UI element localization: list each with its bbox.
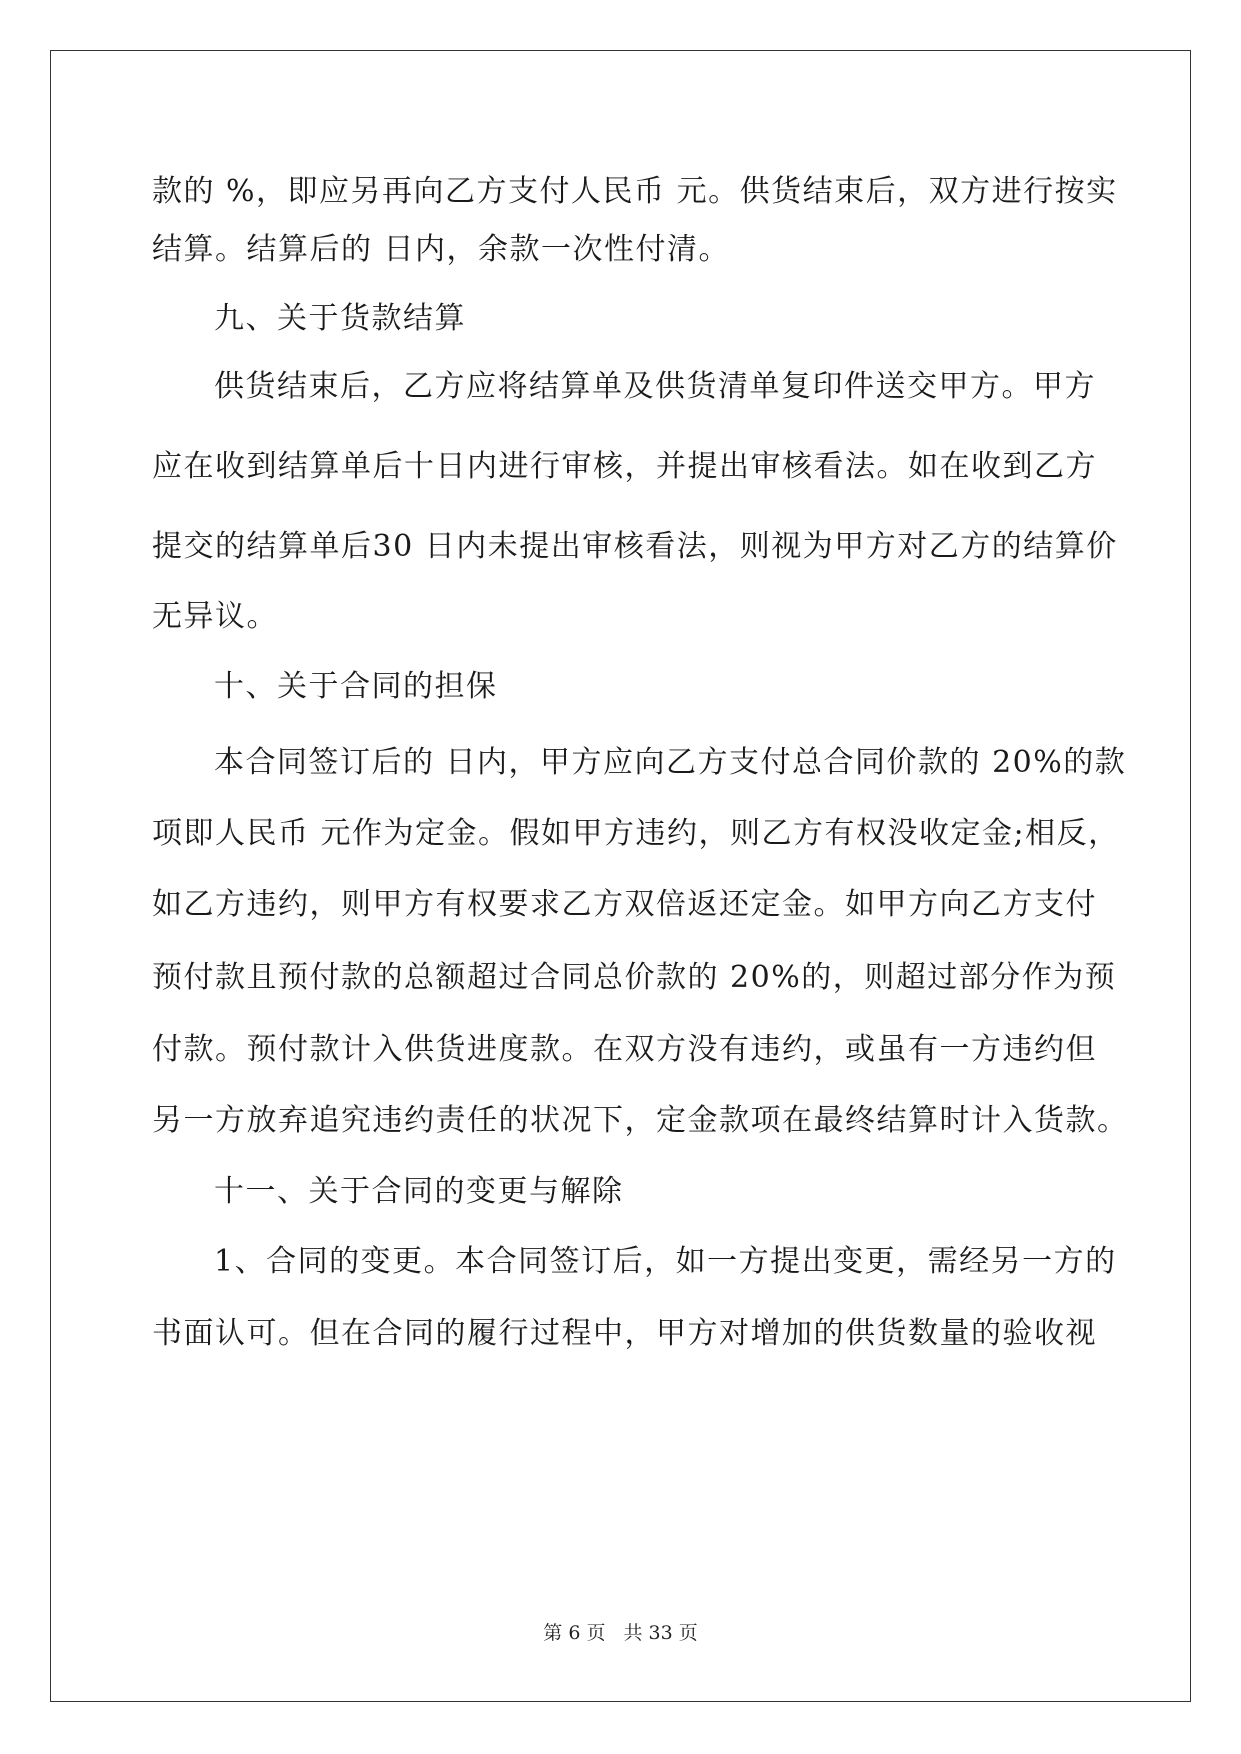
text-line: 提交的结算单后30 日内未提出审核看法，则视为甲方对乙方的结算价 (152, 529, 1118, 564)
text-line: 预付款且预付款的总额超过合同总价款的 20%的，则超过部分作为预 (152, 960, 1117, 995)
section-heading-10: 十、关于合同的担保 (214, 669, 498, 704)
text-line: 结算。结算后的 日内，余款一次性付清。 (152, 232, 731, 267)
text-line: 款的 %，即应另再向乙方支付人民币 元。供货结束后，双方进行按实 (152, 174, 1118, 209)
text-line: 无异议。 (152, 599, 278, 634)
text-line: 本合同签订后的 日内，甲方应向乙方支付总合同价款的 20%的款 (214, 745, 1127, 780)
page-number: 第 6 页 (543, 1622, 606, 1644)
text-line: 应在收到结算单后十日内进行审核，并提出审核看法。如在收到乙方 (152, 449, 1097, 484)
text-line: 如乙方违约，则甲方有权要求乙方双倍返还定金。如甲方向乙方支付 (152, 887, 1097, 922)
text-line: 1、合同的变更。本合同签订后，如一方提出变更，需经另一方的 (214, 1244, 1117, 1279)
text-line: 付款。预付款计入供货进度款。在双方没有违约，或虽有一方违约但 (152, 1032, 1097, 1067)
page-footer (0, 1621, 1241, 1645)
page-border (50, 50, 1191, 1702)
text-line: 书面认可。但在合同的履行过程中，甲方对增加的供货数量的验收视 (152, 1316, 1097, 1351)
text-line: 供货结束后，乙方应将结算单及供货清单复印件送交甲方。甲方 (214, 369, 1096, 404)
text-line: 项即人民币 元作为定金。假如甲方违约，则乙方有权没收定金;相反， (152, 816, 1120, 851)
section-heading-11: 十一、关于合同的变更与解除 (214, 1174, 624, 1209)
section-heading-9: 九、关于货款结算 (214, 301, 466, 336)
page-total: 共 33 页 (623, 1622, 698, 1644)
text-line: 另一方放弃追究违约责任的状况下，定金款项在最终结算时计入货款。 (152, 1103, 1129, 1138)
